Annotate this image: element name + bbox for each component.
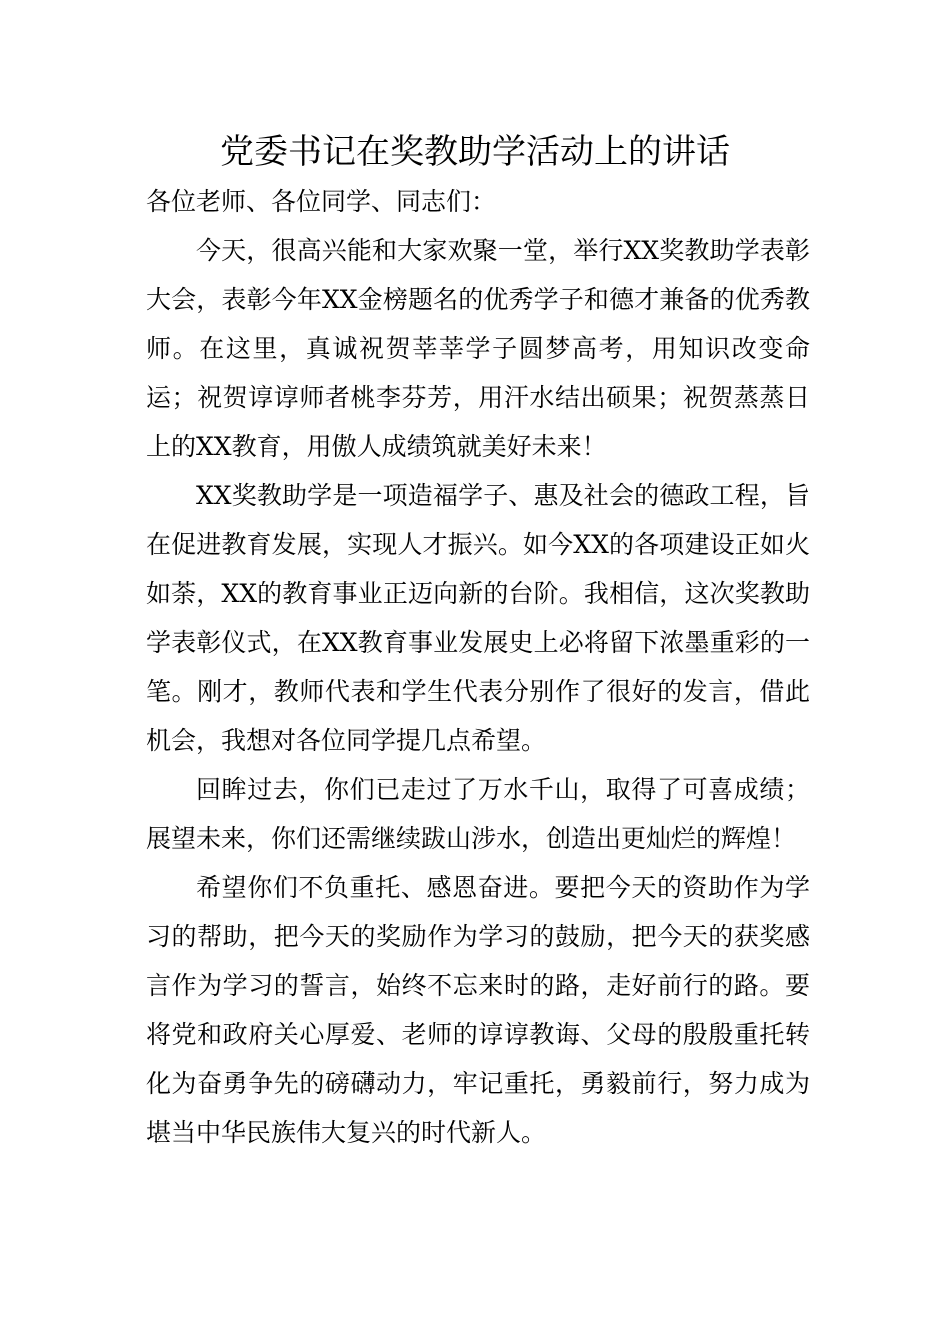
document-body bbox=[146, 177, 810, 1157]
paragraph-3: 回眸过去，你们已走过了万水千山，取得了可喜成绩；展望未来，你们还需继续跋山涉水，创造出更灿烂的辉煌！ bbox=[146, 775, 810, 853]
salutation: 各位老师、各位同学、同志们： bbox=[146, 187, 497, 216]
document-title: 党委书记在奖教助学活动上的讲话 bbox=[220, 132, 730, 172]
paragraph-4: 希望你们不负重托、感恩奋进。要把今天的资助作为学习的帮助，把今天的奖励作为学习的鼓励，把今天的获奖感言作为学习的誓言，始终不忘来时的路，走好前行的路。要将党和政府关心厚爱、老师的谆谆教诲、父母的殷殷重托转化为奋勇争先的磅礴动力，牢记重托，勇毅前行，努力成为堪当中华民族伟大复兴的时代新人。 bbox=[146, 873, 810, 1147]
paragraph-2: XX奖教助学是一项造福学子、惠及社会的德政工程，旨在促进教育发展，实现人才振兴。如今XX的各项建设正如火如荼，XX的教育事业正迈向新的台阶。我相信，这次奖教助学表彰仪式，在XX教育事业发展史上必将留下浓墨重彩的一笔。刚才，教师代表和学生代表分别作了很好的发言，借此机会，我想对各位同学提几点希望。 bbox=[146, 481, 810, 755]
paragraph-1: 今天，很高兴能和大家欢聚一堂，举行XX奖教助学表彰大会，表彰今年XX金榜题名的优秀学子和德才兼备的优秀教师。在这里，真诚祝贺莘莘学子圆梦高考，用知识改变命运；祝贺谆谆师者桃李芬芳，用汗水结出硕果；祝贺蒸蒸日上的XX教育，用傲人成绩筑就美好未来！ bbox=[146, 236, 810, 461]
